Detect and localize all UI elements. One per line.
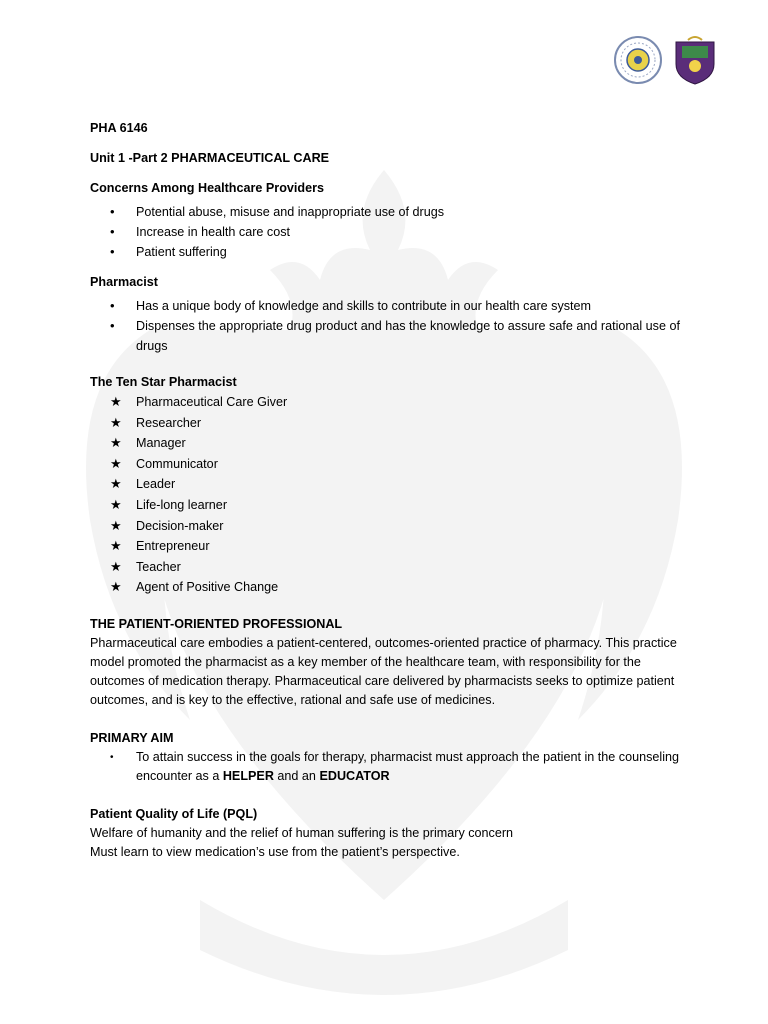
- course-code: PHA 6146: [90, 121, 148, 135]
- list-item: ★ Decision-maker: [90, 516, 680, 537]
- bullet-icon: •: [110, 298, 115, 313]
- pql-line-1: Welfare of humanity and the relief of human suffering is the primary concern: [90, 825, 514, 840]
- list-item: • Increase in health care cost: [90, 222, 680, 242]
- star-icon: ★: [110, 476, 122, 492]
- list-item: ★ Researcher: [90, 413, 680, 434]
- college-crest-icon: [676, 37, 714, 84]
- pql-line-2: Must learn to view medication’s use from the patient’s perspective.: [90, 844, 460, 859]
- bullet-icon: •: [110, 204, 115, 219]
- pharmacist-list: [90, 296, 680, 356]
- bullet-icon: •: [110, 224, 115, 239]
- patient-oriented-body: Pharmaceutical care embodies a patient-centered, outcomes-oriented practice of pharmacy. This practice model promoted the pharmacist as a key member of the healthcare team, with responsibility for the outcomes of medication therapy. Pharmaceutical care delivered by pharmacists seeks to optimize patient outcomes, and is key to the effective, rational and safe use of medicines.: [90, 635, 677, 707]
- list-item: • Dispenses the appropriate drug product and has the knowledge to assure safe and rational use of drugs: [110, 318, 680, 353]
- university-seal-icon: [615, 37, 661, 83]
- primary-aim-heading: PRIMARY AIM: [90, 730, 174, 745]
- list-item: ★ Entrepreneur: [90, 536, 680, 557]
- list-item: ★ Leader: [90, 474, 680, 495]
- star-icon: ★: [110, 538, 122, 554]
- star-icon: ★: [110, 435, 122, 451]
- ten-star-list: [90, 392, 680, 598]
- list-item: • Potential abuse, misuse and inappropriate use of drugs: [90, 202, 680, 222]
- star-icon: ★: [110, 455, 122, 471]
- star-icon: ★: [110, 558, 122, 574]
- bullet-icon: •: [110, 244, 115, 259]
- star-icon: ★: [110, 394, 122, 409]
- pql-heading: Patient Quality of Life (PQL): [90, 806, 258, 821]
- list-item: • To attain success in the goals for therapy, pharmacist must approach the patient in the counseling encounter as a HELPER and an EDUCATOR: [110, 749, 680, 783]
- concerns-heading: Concerns Among Healthcare Providers: [90, 181, 324, 195]
- list-item: ★ Life-long learner: [90, 495, 680, 516]
- list-item: ★ Pharmaceutical Care Giver: [90, 392, 680, 413]
- star-icon: ★: [110, 517, 122, 533]
- document-body: [90, 118, 680, 862]
- pharmacist-heading: Pharmacist: [90, 275, 158, 289]
- ten-star-heading: The Ten Star Pharmacist: [90, 375, 237, 389]
- list-item: ★ Teacher: [90, 557, 680, 578]
- bullet-icon: •: [110, 318, 115, 333]
- concerns-list: [90, 202, 680, 262]
- list-item: ★ Agent of Positive Change: [90, 577, 680, 598]
- bullet-icon: •: [110, 751, 114, 763]
- list-item: • Has a unique body of knowledge and skills to contribute in our health care system: [90, 296, 680, 316]
- helper-text: HELPER: [222, 768, 274, 783]
- star-icon: ★: [110, 579, 122, 595]
- patient-oriented-heading: THE PATIENT-ORIENTED PROFESSIONAL: [90, 616, 343, 631]
- star-icon: ★: [110, 414, 122, 430]
- primary-aim-list: [90, 748, 680, 786]
- star-icon: ★: [110, 496, 122, 512]
- list-item: ★ Manager: [90, 433, 680, 454]
- list-item: • Patient suffering: [90, 242, 680, 262]
- unit-title: Unit 1 -Part 2 PHARMACEUTICAL CARE: [90, 151, 330, 165]
- educator-text: EDUCATOR: [319, 768, 390, 783]
- list-item: ★ Communicator: [90, 454, 680, 475]
- header-logos: [612, 34, 730, 86]
